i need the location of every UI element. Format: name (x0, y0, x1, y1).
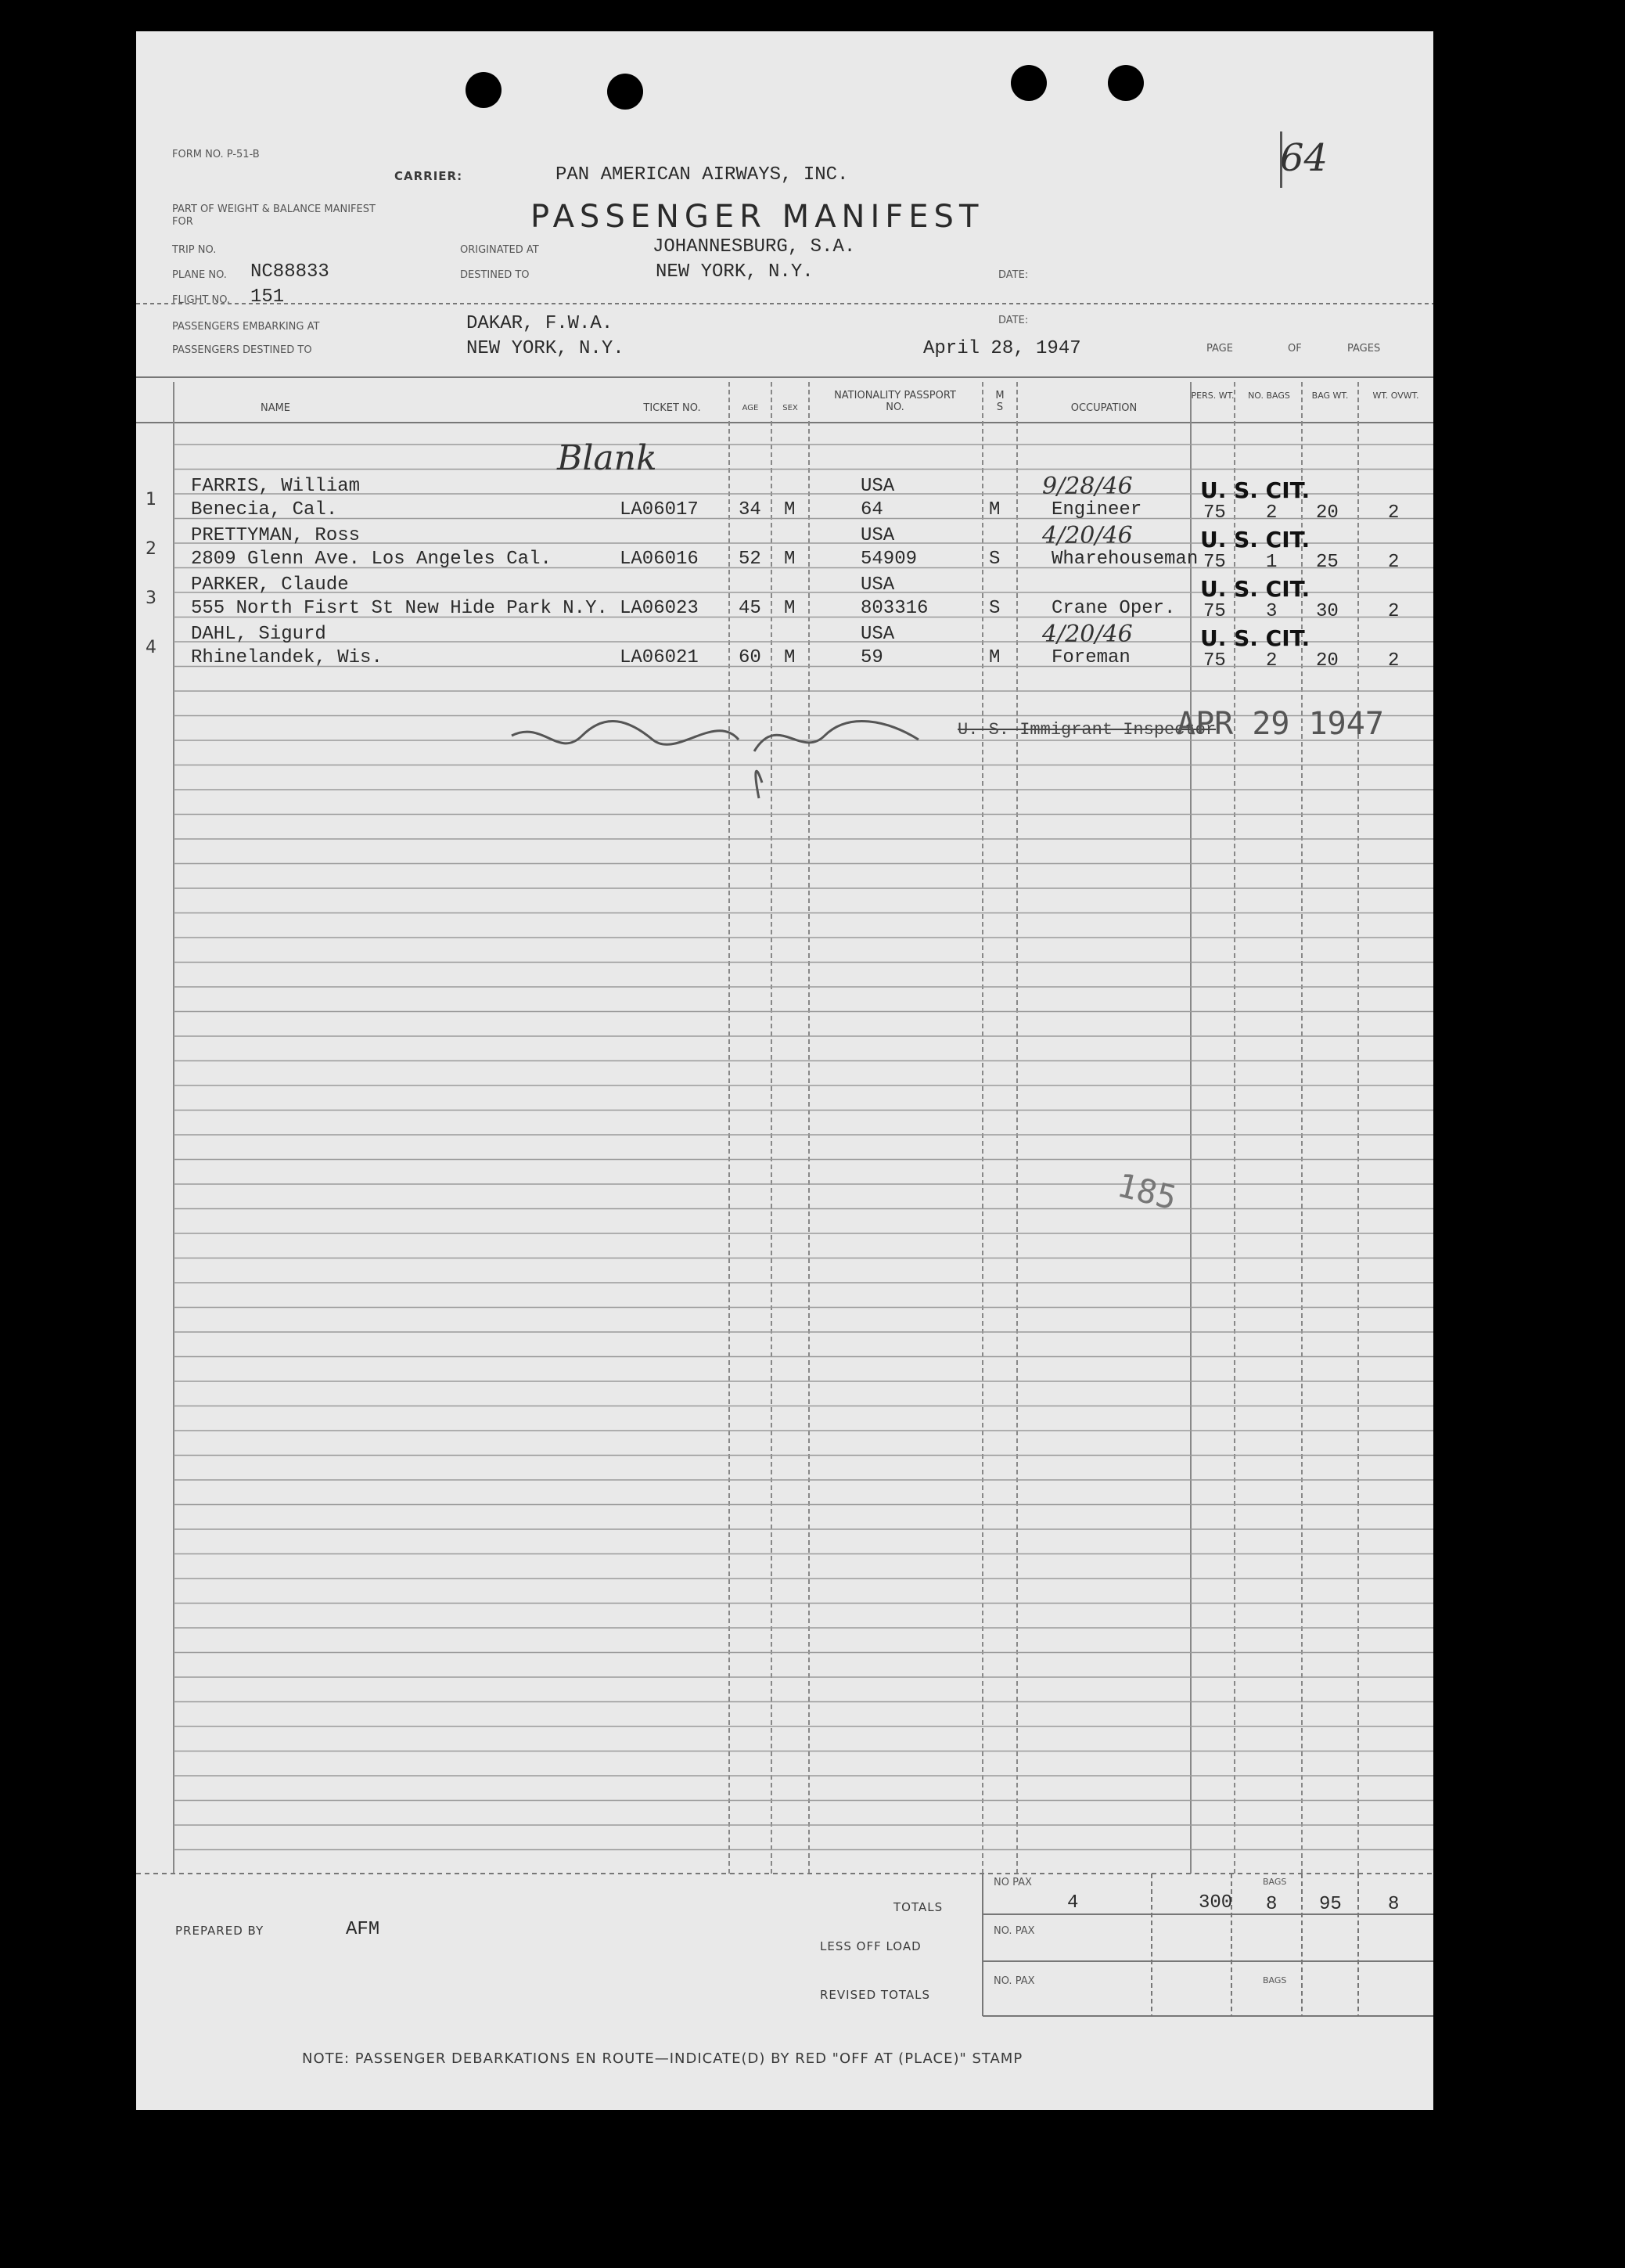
passenger-occupation: Wharehouseman (1052, 549, 1199, 570)
passenger-bags: 2 (1266, 502, 1278, 524)
passenger-name: PRETTYMAN, Ross (191, 525, 361, 546)
col-header-pers-wt: PERS. WT. (1191, 391, 1235, 401)
passenger-bag-wt: 20 (1316, 502, 1339, 524)
row-number: 1 (146, 490, 157, 509)
pax-destined-value: NEW YORK, N.Y. (466, 338, 624, 359)
passenger-pers-wt: 75 (1203, 601, 1226, 622)
plane-no-value: NC88833 (250, 261, 329, 283)
passenger-occupation: Foreman (1052, 647, 1131, 668)
originated-value: JOHANNESBURG, S.A. (653, 236, 856, 257)
totals-label: TOTALS (893, 1900, 944, 1914)
manifest-title: PASSENGER MANIFEST (530, 199, 984, 235)
less-offload-label: LESS OFF LOAD (820, 1939, 922, 1953)
passenger-bags: 2 (1266, 650, 1278, 671)
col-header-age: AGE (742, 404, 759, 412)
citizen-stamp: U. S. CIT. (1200, 527, 1310, 553)
embarking-value: DAKAR, F.W.A. (466, 313, 613, 334)
passenger-pers-wt: 75 (1203, 502, 1226, 524)
passenger-name: PARKER, Claude (191, 574, 349, 596)
citizen-stamp: U. S. CIT. (1200, 477, 1310, 503)
col-header-wt-ovwt: WT. OVWT. (1372, 391, 1419, 401)
passenger-age: 34 (739, 499, 761, 520)
passenger-bags: 3 (1266, 601, 1278, 622)
page-label: PAGE (1206, 343, 1233, 355)
passenger-ticket: LA06023 (620, 598, 699, 619)
passenger-name: DAHL, Sigurd (191, 624, 326, 645)
citizen-stamp: U. S. CIT. (1200, 576, 1310, 602)
col-header-bag-wt: BAG WT. (1311, 391, 1349, 401)
row-number: 2 (146, 539, 157, 559)
passenger-ovwt: 2 (1388, 601, 1400, 622)
stray-mark: 185 (1113, 1165, 1181, 1218)
inspector-date-stamp: APR 29 1947 (1177, 706, 1384, 742)
part-of-label: PART OF WEIGHT & BALANCE MANIFEST FOR (172, 203, 376, 228)
passenger-nationality: USA (861, 525, 895, 546)
pax-destined-label: PASSENGERS DESTINED TO (172, 344, 312, 356)
blank-note: Blank (557, 438, 657, 478)
passenger-address: 2809 Glenn Ave. Los Angeles Cal. (191, 549, 552, 570)
passenger-sex: M (784, 598, 796, 619)
destined-label: DESTINED TO (460, 269, 530, 281)
passenger-bag-wt: 25 (1316, 552, 1339, 573)
carrier-value: PAN AMERICAN AIRWAYS, INC. (555, 164, 849, 185)
passenger-date: 9/28/46 (1042, 473, 1133, 500)
trip-no-label: TRIP NO. (172, 244, 217, 256)
destined-value: NEW YORK, N.Y. (656, 261, 814, 283)
passenger-age: 60 (739, 647, 761, 668)
passenger-marital-status: S (989, 598, 1001, 619)
totals-ovwt: 8 (1388, 1894, 1400, 1915)
passenger-nationality: USA (861, 476, 895, 497)
prepared-by-label: PREPARED BY (175, 1924, 264, 1938)
originated-label: ORIGINATED AT (460, 244, 539, 256)
passenger-marital-status: M (989, 499, 1001, 520)
passenger-occupation: Crane Oper. (1052, 598, 1176, 619)
totals-no-pax-label: NO PAX (994, 1877, 1032, 1888)
totals-no-pax: 4 (1067, 1892, 1079, 1913)
prepared-by-value: AFM (346, 1919, 380, 1940)
date-label: DATE: (998, 269, 1029, 281)
col-header-occupation: OCCUPATION (1070, 402, 1138, 414)
passenger-marital-status: S (989, 549, 1001, 570)
date-label-2: DATE: (998, 315, 1029, 326)
col-header-ms: M S (995, 390, 1005, 413)
passenger-pers-wt: 75 (1203, 552, 1226, 573)
passenger-sex: M (784, 549, 796, 570)
passenger-ovwt: 2 (1388, 502, 1400, 524)
passenger-marital-status: M (989, 647, 1001, 668)
totals-bag-wt: 95 (1319, 1894, 1342, 1915)
carrier-label: CARRIER: (394, 169, 463, 183)
passenger-bag-wt: 20 (1316, 650, 1339, 671)
form-number: FORM NO. P-51-B (172, 149, 260, 160)
manifest-date: April 28, 1947 (923, 338, 1081, 359)
passenger-passport: 54909 (861, 549, 918, 570)
plane-no-label: PLANE NO. (172, 269, 227, 281)
revised-no-pax-label: NO. PAX (994, 1975, 1035, 1987)
col-header-sex: SEX (782, 404, 798, 412)
inspector-signature (136, 31, 1433, 2110)
pages-label: PAGES (1347, 343, 1381, 355)
passenger-ovwt: 2 (1388, 552, 1400, 573)
row-number: 4 (146, 638, 157, 657)
passenger-sex: M (784, 647, 796, 668)
passenger-ticket: LA06017 (620, 499, 699, 520)
totals-bags: 8 (1266, 1894, 1278, 1915)
passenger-address: Benecia, Cal. (191, 499, 338, 520)
passenger-nationality: USA (861, 624, 895, 645)
passenger-age: 45 (739, 598, 761, 619)
row-number: 3 (146, 589, 157, 608)
passenger-bag-wt: 30 (1316, 601, 1339, 622)
offload-no-pax-label: NO. PAX (994, 1925, 1035, 1937)
passenger-passport: 59 (861, 647, 883, 668)
col-header-no-bags: NO. BAGS (1248, 391, 1290, 401)
passenger-age: 52 (739, 549, 761, 570)
passenger-address: Rhinelandek, Wis. (191, 647, 383, 668)
passenger-sex: M (784, 499, 796, 520)
passenger-pers-wt: 75 (1203, 650, 1226, 671)
page-number: 64 (1280, 136, 1328, 180)
flight-no-label: FLIGHT NO. (172, 294, 231, 306)
citizen-stamp: U. S. CIT. (1200, 625, 1310, 651)
passenger-date: 4/20/46 (1042, 621, 1133, 648)
passenger-bags: 1 (1266, 552, 1278, 573)
embarking-label: PASSENGERS EMBARKING AT (172, 321, 320, 333)
passenger-passport: 64 (861, 499, 883, 520)
totals-pers-wt: 300 (1199, 1892, 1233, 1913)
passenger-ticket: LA06016 (620, 549, 699, 570)
footer-note: NOTE: PASSENGER DEBARKATIONS EN ROUTE—INDICATE(D) BY RED "OFF AT (PLACE)" STAMP (302, 2050, 1023, 2067)
passenger-date: 4/20/46 (1042, 522, 1133, 549)
of-label: OF (1288, 343, 1302, 355)
revised-totals-label: REVISED TOTALS (820, 1988, 931, 2002)
passenger-name: FARRIS, William (191, 476, 361, 497)
revised-bags-label: BAGS (1263, 1975, 1287, 1985)
passenger-ticket: LA06021 (620, 647, 699, 668)
passenger-occupation: Engineer (1052, 499, 1142, 520)
passenger-passport: 803316 (861, 598, 929, 619)
totals-bags-label: BAGS (1263, 1877, 1287, 1887)
passenger-nationality: USA (861, 574, 895, 596)
col-header-nationality: NATIONALITY PASSPORT NO. (834, 390, 956, 413)
passenger-address: 555 North Fisrt St New Hide Park N.Y. (191, 598, 608, 619)
flight-no-value: 151 (250, 286, 285, 308)
inspector-title: U. S. Immigrant Inspector (958, 720, 1217, 740)
manifest-sheet (136, 31, 1433, 2110)
col-header-name: NAME (260, 402, 291, 414)
passenger-ovwt: 2 (1388, 650, 1400, 671)
col-header-ticket: TICKET NO. (643, 402, 701, 414)
